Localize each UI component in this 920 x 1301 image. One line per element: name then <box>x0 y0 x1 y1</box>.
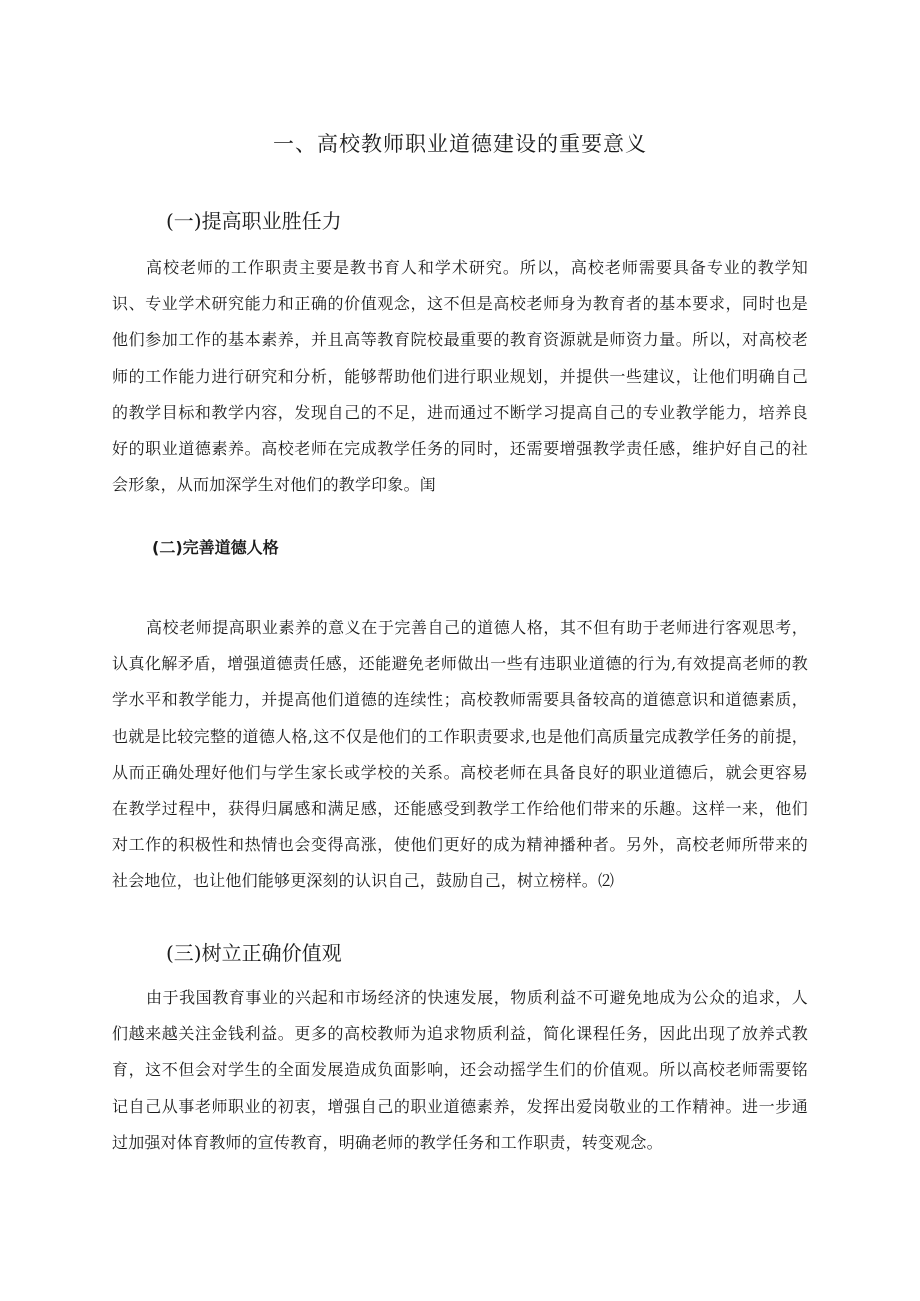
section-3-heading: (三)树立正确价值观 <box>166 941 342 965</box>
section-2-paragraph: 高校老师提高职业素养的意义在于完善自己的道德人格，其不但有助于老师进行客观思考，认真化解矛盾，增强道德责任感，还能避免老师做出一些有违职业道德的行为,有效提高老师的教学水平和教学能力，并提高他们道德的连续性；高校教师需要具备较高的道德意识和道德素质，也就是比较完整的道德人格,这不仅是他们的工作职责要求,也是他们高质量完成教学任务的前提，从而正确处理好他们与学生家长或学校的关系。高校老师在具备良好的职业道德后，就会更容易在教学过程中，获得归属感和满足感，还能感受到教学工作给他们带来的乐趣。这样一来，他们对工作的积极性和热情也会变得高涨，使他们更好的成为精神播种者。另外，高校老师所带来的社会地位，也让他们能够更深刻的认识自己，鼓励自己，树立榜样。⑵ <box>112 618 808 891</box>
section-1-heading: (一)提高职业胜任力 <box>166 209 342 233</box>
section-3-paragraph: 由于我国教育事业的兴起和市场经济的快速发展，物质利益不可避免地成为公众的追求，人们越来越关注金钱利益。更多的高校教师为追求物质利益，简化课程任务，因此出现了放养式教育，这不但会对学生的全面发展造成负面影响，还会动摇学生们的价值观。所以高校老师需要铭记自己从事老师职业的初衷，增强自己的职业道德素养，发挥出爱岗敬业的工作精神。进一步通过加强对体育教师的宣传教育，明确老师的教学任务和工作职责，转变观念。 <box>112 988 808 1152</box>
section-1-paragraph: 高校老师的工作职责主要是教书育人和学术研究。所以，高校老师需要具备专业的教学知识、专业学术研究能力和正确的价值观念，这不但是高校老师身为教育者的基本要求，同时也是他们参加工作的基本素养，并且高等教育院校最重要的教育资源就是师资力量。所以，对高校老师的工作能力进行研究和分析，能够帮助他们进行职业规划，并提供一些建议，让他们明确自己的教学目标和教学内容，发现自己的不足，进而通过不断学习提高自己的专业教学能力，培养良好的职业道德素养。高校老师在完成教学任务的同时，还需要增强教学责任感，维护好自己的社会形象，从而加深学生对他们的教学印象。闺 <box>112 258 808 495</box>
section-2-heading: (二)完善道德人格 <box>152 538 279 557</box>
document-title: 一、高校教师职业道德建设的重要意义 <box>273 132 647 156</box>
